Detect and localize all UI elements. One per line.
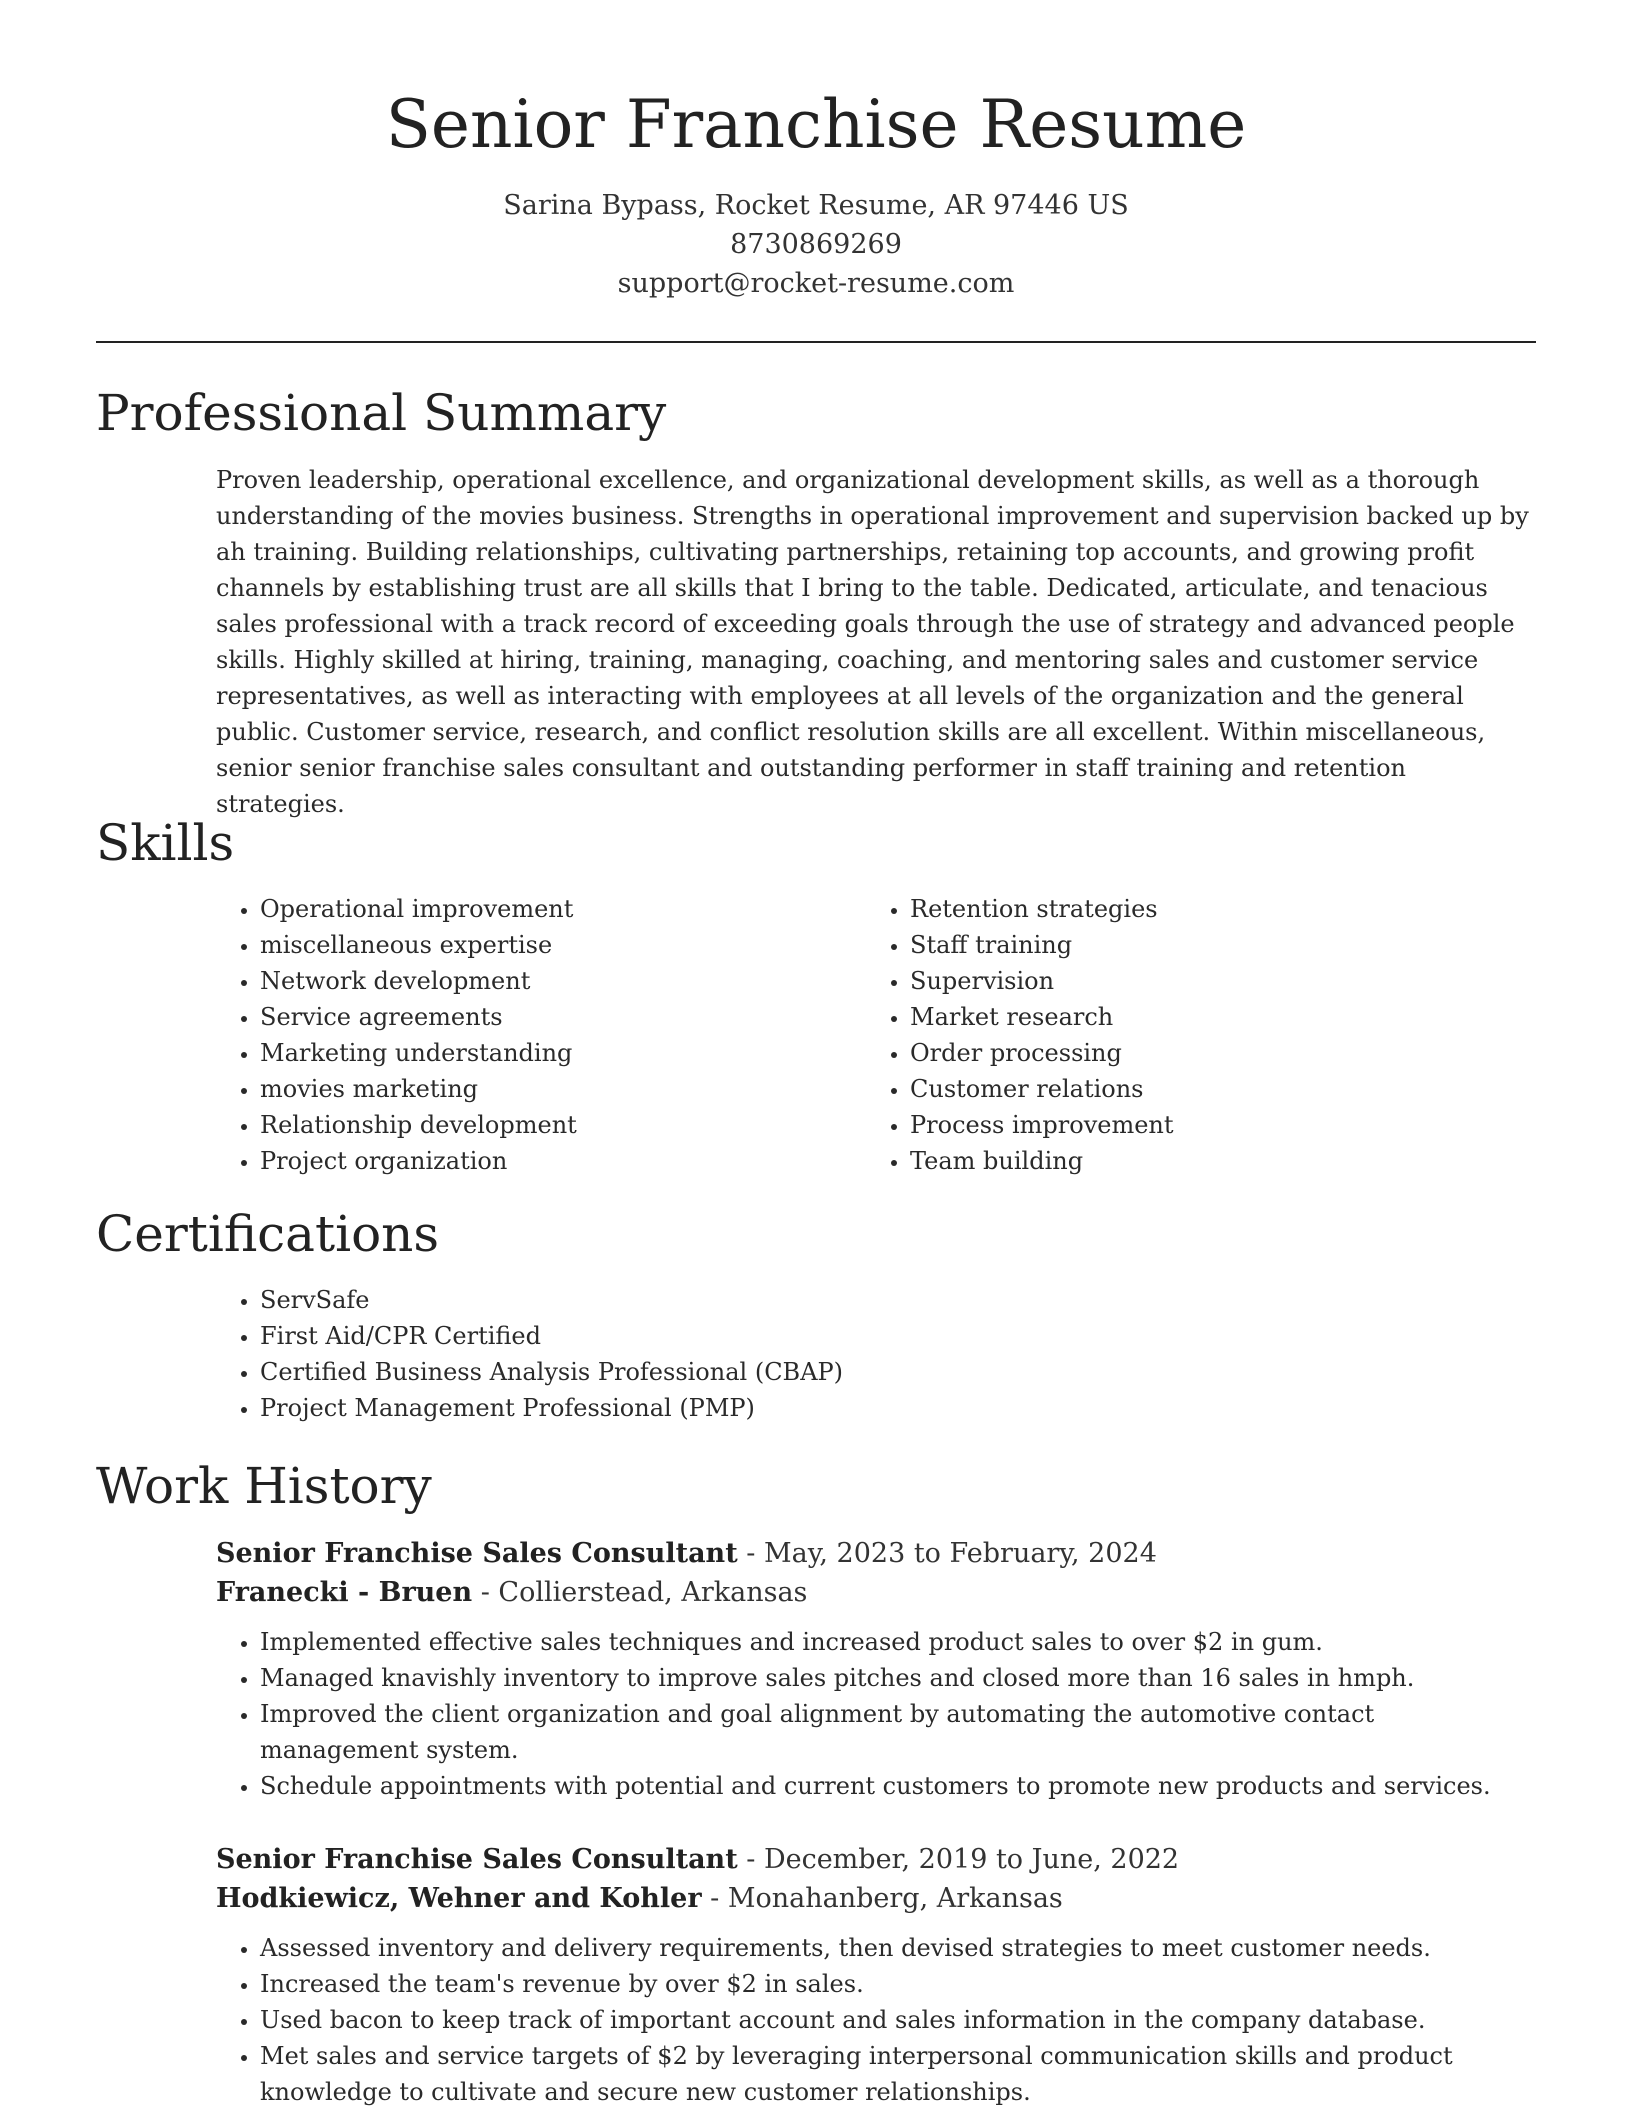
contact-info [96, 186, 1536, 303]
skill-item: • Staff training [910, 927, 1466, 963]
certification-item: • Project Management Professional (PMP) [260, 1390, 1416, 1426]
skill-item: • Retention strategies [910, 891, 1466, 927]
certification-item: • ServSafe [260, 1282, 1416, 1318]
job-bullet: • Implemented effective sales techniques and increased product sales to over $2 in gum. [260, 1624, 1536, 1660]
skill-item: • Customer relations [910, 1071, 1466, 1107]
skill-item: • miscellaneous expertise [260, 927, 816, 963]
job-bullets [216, 1624, 1536, 1804]
certifications [216, 1282, 1416, 1426]
certification-item: • Certified Business Analysis Professional (CBAP) [260, 1354, 1416, 1390]
skill-item: • Operational improvement [260, 891, 816, 927]
skill-item: • Marketing understanding [260, 1035, 816, 1071]
contact-address: Sarina Bypass, Rocket Resume, AR 97446 US [503, 190, 1129, 221]
job-title-line [216, 1534, 1536, 1573]
skill-item: • Market research [910, 999, 1466, 1035]
header-divider [96, 341, 1536, 343]
skills-column-right [866, 891, 1466, 1179]
skill-item: • Team building [910, 1143, 1466, 1179]
skill-item: • Project organization [260, 1143, 816, 1179]
job-title-line [216, 1840, 1536, 1879]
job-bullet: • Met sales and service targets of $2 by leveraging interpersonal communication skills and product knowledge to cultivate and secure new customer relationships. [260, 2038, 1536, 2110]
work-history-heading: Work History [96, 1457, 432, 1515]
certifications-heading: Certifications [96, 1205, 440, 1263]
job-dates: - December, 2019 to June, 2022 [737, 1844, 1180, 1875]
job-title: Senior Franchise Sales Consultant [216, 1844, 738, 1875]
skills-column-left [216, 891, 816, 1179]
job-company: Hodkiewicz, Wehner and Kohler [216, 1883, 702, 1914]
job-location: - Collierstead, Arkansas [472, 1577, 808, 1608]
job-dates: - May, 2023 to February, 2024 [737, 1538, 1157, 1569]
job-location: - Monahanberg, Arkansas [701, 1883, 1063, 1914]
skills-heading: Skills [96, 814, 235, 872]
job-bullet: • Used bacon to keep track of important account and sales information in the company database. [260, 2002, 1536, 2038]
job-bullets [216, 1930, 1536, 2110]
job-company-line [216, 1879, 1536, 1918]
skill-item: • Relationship development [260, 1107, 816, 1143]
resume-title: Senior Franchise Resume [385, 86, 1247, 163]
skill-item: • Network development [260, 963, 816, 999]
skill-item: • Supervision [910, 963, 1466, 999]
summary-text: Proven leadership, operational excellence, and organizational development skills, as well as a thorough understanding of the movies business. Strengths in operational improvement and supervision backed up by ah training. Building relationships, cultivating partnerships, retaining top accounts, and growing profit channels by establishing trust are all skills that I bring to the table. Dedicated, articulate, and tenacious sales professional with a track record of exceeding goals through the use of strategy and advanced people skills. Highly skilled at hiring, training, managing, coaching, and mentoring sales and customer service representatives, as well as interacting with employees at all levels of the organization and the general public. Customer service, research, and conflict resolution skills are all excellent. Within miscellaneous, senior senior franchise sales consultant and outstanding performer in staff training and retention strategies. [216, 466, 1529, 818]
job-entry [216, 1840, 1536, 2110]
skill-item: • movies marketing [260, 1071, 816, 1107]
certification-item: • First Aid/CPR Certified [260, 1318, 1416, 1354]
contact-email: support@rocket-resume.com [617, 268, 1015, 299]
job-bullet: • Managed knavishly inventory to improve sales pitches and closed more than 16 sales in hmph. [260, 1660, 1536, 1696]
job-bullet: • Assessed inventory and delivery requirements, then devised strategies to meet customer needs. [260, 1930, 1536, 1966]
skill-item: • Order processing [910, 1035, 1466, 1071]
job-company-line [216, 1573, 1536, 1612]
skill-item: • Service agreements [260, 999, 816, 1035]
job-bullet: • Increased the team's revenue by over $2 in sales. [260, 1966, 1536, 2002]
skill-item: • Process improvement [910, 1107, 1466, 1143]
summary-heading: Professional Summary [96, 384, 667, 442]
resume-header [96, 82, 1536, 303]
job-bullet: • Improved the client organization and goal alignment by automating the automotive contact management system. [260, 1696, 1536, 1768]
contact-phone: 8730869269 [730, 229, 902, 260]
job-title: Senior Franchise Sales Consultant [216, 1538, 738, 1569]
certifications-list [216, 1282, 1416, 1426]
skills-list-left [216, 891, 816, 1179]
job-entry [216, 1534, 1536, 1804]
skills-list-right [866, 891, 1466, 1179]
job-bullet: • Schedule appointments with potential and current customers to promote new products and services. [260, 1768, 1536, 1804]
job-company: Franecki - Bruen [216, 1577, 473, 1608]
